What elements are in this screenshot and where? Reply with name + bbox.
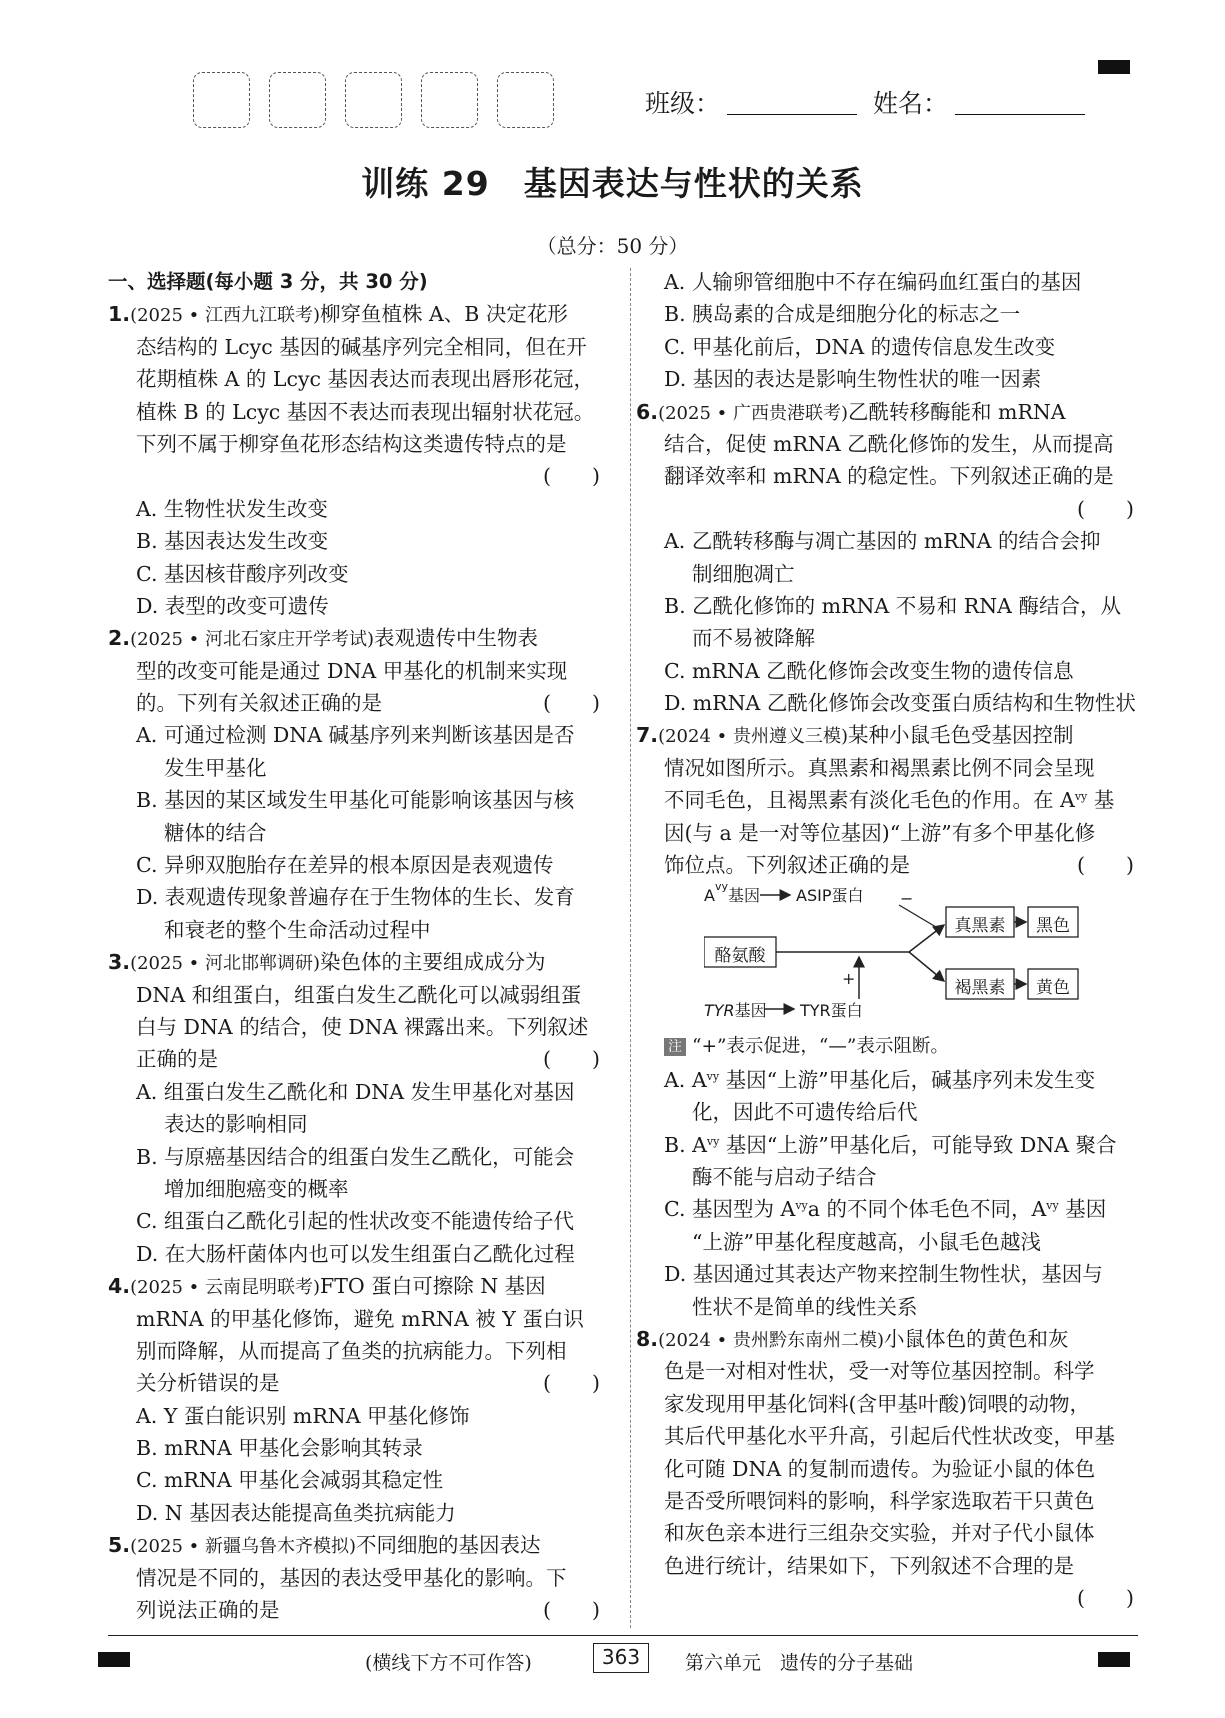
tyr-gene-label bbox=[704, 998, 767, 1021]
question-1-source: (2025 • 江西九江联考) bbox=[130, 305, 320, 327]
diagram-note bbox=[664, 1031, 1138, 1063]
question-5-stem: 不同细胞的基因表达 bbox=[355, 1533, 541, 1558]
question-1-answer-blank[interactable]: ( ) bbox=[543, 464, 600, 489]
question-7-option-a[interactable]: A. $A^{vy}$ 基因“上游”甲基化后，碱基序列未发生变 bbox=[664, 1067, 1096, 1092]
question-4-source: (2025 • 云南昆明联考) bbox=[130, 1277, 320, 1299]
avy-gene-label: $A^{vy}$基因 bbox=[704, 880, 760, 906]
name-label: 姓名： bbox=[873, 89, 949, 118]
question-5-number: 5. bbox=[108, 1533, 131, 1558]
id-box-3[interactable] bbox=[345, 72, 402, 128]
question-8-line-8: 色进行统计，结果如下，下列叙述不合理的是 bbox=[664, 1553, 1074, 1578]
question-1-answer-row bbox=[108, 460, 604, 492]
question-5-option-c[interactable]: C. 甲基化前后，DNA 的遗传信息发生改变 bbox=[664, 334, 1056, 359]
question-5-source: (2025 • 新疆乌鲁木齐模拟) bbox=[130, 1536, 356, 1558]
question-8-number: 8. bbox=[636, 1326, 659, 1351]
question-3-line-2: DNA 和组蛋白，组蛋白发生乙酰化可以减弱组蛋 bbox=[136, 982, 582, 1007]
question-7-source: (2024 • 贵州遵义三模) bbox=[658, 726, 848, 748]
question-4-option-c[interactable]: C. mRNA 甲基化会减弱其稳定性 bbox=[136, 1468, 444, 1493]
question-3-answer-blank[interactable]: ( ) bbox=[543, 1047, 600, 1072]
question-7-option-c[interactable]: C. 基因型为 $A^{vy}a$ 的不同个体毛色不同，$A^{vy}$ 基因 bbox=[664, 1197, 1107, 1222]
question-5-line-1 bbox=[108, 1529, 604, 1561]
question-5-option-a[interactable]: A. 人输卵管细胞中不存在编码血红蛋白的基因 bbox=[664, 270, 1082, 294]
question-3-source: (2025 • 河北邯郸调研) bbox=[130, 953, 320, 975]
q7a-sup: vy bbox=[706, 1069, 720, 1083]
question-3-line-3: 白与 DNA 的结合，使 DNA 裸露出来。下列叙述 bbox=[136, 1014, 589, 1039]
question-6-option-b[interactable]: B. 乙酰化修饰的 mRNA 不易和 RNA 酶结合，从 bbox=[664, 593, 1121, 618]
page-number: 363 bbox=[593, 1643, 649, 1673]
question-7-option-d-cont: 性状不是简单的线性关系 bbox=[692, 1294, 918, 1319]
section-title: 一、选择题(每小题 3 分，共 30 分) bbox=[108, 270, 428, 293]
tyr-gene-italic: TYR bbox=[704, 1001, 735, 1021]
question-7-number: 7. bbox=[636, 723, 659, 748]
question-2-option-b[interactable]: B. 基因的某区域发生甲基化可能影响该基因与核 bbox=[136, 788, 575, 813]
question-4-stem-end: 关分析错误的是 bbox=[136, 1371, 280, 1396]
question-1-line-2: 态结构的 Lcyc 基因的碱基序列完全相同，但在开 bbox=[136, 334, 587, 359]
question-4-answer-blank[interactable]: ( ) bbox=[543, 1371, 600, 1396]
corner-mark-bottom-right bbox=[1098, 1652, 1130, 1667]
tyr-plus-sign: + bbox=[842, 969, 856, 989]
question-7-option-b[interactable]: B. $A^{vy}$ 基因“上游”甲基化后，可能导致 DNA 聚合 bbox=[664, 1132, 1117, 1157]
question-2-stem: 表观遗传中生物表 bbox=[373, 626, 538, 651]
question-6-option-b-cont: 而不易被降解 bbox=[692, 626, 815, 651]
question-7-stem-3-end: 基 bbox=[1087, 788, 1115, 813]
question-2-line-1 bbox=[108, 622, 604, 654]
inhibit-line-asip bbox=[899, 905, 936, 927]
q7c-sup-2: vy bbox=[1046, 1199, 1059, 1213]
column-divider bbox=[630, 268, 631, 1628]
question-6-option-c[interactable]: C. mRNA 乙酰化修饰会改变生物的遗传信息 bbox=[664, 658, 1074, 683]
question-1-option-b[interactable]: B. 基因表达发生改变 bbox=[136, 529, 329, 554]
question-3-option-a-cont: 表达的影响相同 bbox=[164, 1112, 308, 1137]
question-1-option-d[interactable]: D. 表型的改变可遗传 bbox=[136, 593, 329, 618]
id-box-1[interactable] bbox=[193, 72, 250, 128]
question-8-answer-blank[interactable]: ( ) bbox=[1077, 1586, 1134, 1611]
question-6-answer-blank[interactable]: ( ) bbox=[1077, 496, 1134, 521]
question-4-option-b[interactable]: B. mRNA 甲基化会影响其转录 bbox=[136, 1436, 423, 1461]
question-4-line-1 bbox=[108, 1270, 604, 1302]
arrow-to-eumelanin bbox=[909, 925, 944, 952]
question-7-stem-end: 饰位点。下列叙述正确的是 bbox=[664, 853, 910, 878]
question-8-line-2: 色是一对相对性状，受一对等位基因控制。科学 bbox=[664, 1359, 1095, 1384]
question-7-line-3 bbox=[664, 784, 1138, 816]
yellow-label: 黄色 bbox=[1036, 978, 1070, 999]
question-8-answer-row bbox=[664, 1582, 1138, 1614]
question-3-option-c[interactable]: C. 组蛋白乙酰化引起的性状改变不能遗传给子代 bbox=[136, 1209, 574, 1234]
question-6-line-2: 结合，促使 mRNA 乙酰化修饰的发生，从而提高 bbox=[664, 431, 1114, 456]
q7c-sup: vy bbox=[795, 1199, 808, 1213]
q7b-sup: vy bbox=[706, 1134, 720, 1148]
question-7-line-1 bbox=[636, 719, 1138, 751]
question-8-source: (2024 • 贵州黔东南州二模) bbox=[658, 1329, 884, 1351]
question-2-number: 2. bbox=[108, 626, 131, 651]
question-4-stem: FTO 蛋白可擦除 N 基因 bbox=[319, 1274, 546, 1299]
question-1-number: 1. bbox=[108, 302, 131, 327]
question-6-stem: 乙酰转移酶能和 mRNA bbox=[847, 399, 1066, 424]
note-tag: 注 bbox=[664, 1038, 686, 1056]
question-7-option-c-cont: “上游”甲基化程度越高，小鼠毛色越浅 bbox=[692, 1229, 1041, 1254]
question-6-answer-row bbox=[664, 493, 1138, 525]
question-6-option-a-cont: 制细胞凋亡 bbox=[692, 561, 795, 586]
id-box-4[interactable] bbox=[421, 72, 478, 128]
question-7-option-b-cont: 酶不能与启动子结合 bbox=[692, 1164, 877, 1189]
question-4-line-4 bbox=[108, 1367, 604, 1399]
question-6-source: (2025 • 广西贵港联考) bbox=[658, 402, 848, 424]
question-7-option-d[interactable]: D. 基因通过其表达产物来控制生物性状，基因与 bbox=[664, 1262, 1103, 1287]
avy-gene-sup: vy bbox=[714, 880, 728, 894]
question-7-stem-sup: vy bbox=[1074, 790, 1088, 804]
question-5-stem-end: 列说法正确的是 bbox=[136, 1598, 280, 1623]
question-3-stem: 染色体的主要组成成分为 bbox=[319, 950, 546, 975]
question-1-stem: 柳穿鱼植株 A、B 决定花形 bbox=[319, 302, 568, 327]
question-1-line-1 bbox=[108, 298, 604, 330]
corner-mark-bottom-left bbox=[98, 1652, 130, 1667]
question-7-line-5 bbox=[664, 849, 1138, 881]
question-4-line-3: 别而降解，从而提高了鱼类的抗病能力。下列相 bbox=[136, 1338, 567, 1363]
question-2-option-a[interactable]: A. 可通过检测 DNA 碱基序列来判断该基因是否 bbox=[136, 723, 575, 748]
question-3-line-4 bbox=[108, 1043, 604, 1075]
question-7-option-a-cont: 化，因此不可遗传给后代 bbox=[692, 1100, 918, 1125]
id-box-2[interactable] bbox=[269, 72, 326, 128]
question-7-line-4: 因(与 a 是一对等位基因)“上游”有多个甲基化修 bbox=[664, 820, 1096, 845]
name-field[interactable] bbox=[955, 114, 1085, 115]
question-3-number: 3. bbox=[108, 950, 131, 975]
id-box-5[interactable] bbox=[497, 72, 554, 128]
question-5-line-3 bbox=[108, 1594, 604, 1626]
question-6-option-a[interactable]: A. 乙酰转移酶与凋亡基因的 mRNA 的结合会抑 bbox=[664, 529, 1101, 554]
question-3-line-1 bbox=[108, 946, 604, 978]
question-7-line-2: 情况如图所示。真黑素和褐黑素比例不同会呈现 bbox=[664, 755, 1095, 780]
question-1-option-a[interactable]: A. 生物性状发生改变 bbox=[136, 496, 328, 521]
question-5-option-b[interactable]: B. 胰岛素的合成是细胞分化的标志之一 bbox=[664, 302, 1021, 327]
class-field[interactable] bbox=[727, 114, 857, 115]
question-8-line-4: 其后代甲基化水平升高，引起后代性状改变，甲基 bbox=[664, 1424, 1115, 1449]
note-text: “+”表示促进，“—”表示阻断。 bbox=[692, 1036, 949, 1058]
pheomelanin-label: 褐黑素 bbox=[954, 978, 1006, 999]
question-1-line-4: 植株 B 的 Lcyc 基因不表达而表现出辐射状花冠。 bbox=[136, 399, 595, 424]
black-label: 黑色 bbox=[1036, 916, 1070, 937]
question-3-option-b[interactable]: B. 与原癌基因结合的组蛋白发生乙酰化，可能会 bbox=[136, 1144, 575, 1169]
question-4-line-2: mRNA 的甲基化修饰，避免 mRNA 被 Y 蛋白识 bbox=[136, 1306, 584, 1331]
question-8-line-3: 家发现用甲基化饲料(含甲基叶酸)饲喂的动物， bbox=[664, 1391, 1090, 1416]
question-2-stem-end: 的。下列有关叙述正确的是 bbox=[136, 691, 382, 716]
asip-minus-sign: − bbox=[900, 889, 914, 909]
question-2-option-b-cont: 糖体的结合 bbox=[164, 820, 267, 845]
question-6-line-3: 翻译效率和 mRNA 的稳定性。下列叙述正确的是 bbox=[664, 464, 1114, 489]
question-1-line-3: 花期植株 A 的 Lcyc 基因表达而表现出唇形花冠， bbox=[136, 367, 595, 392]
question-8-line-6: 是否受所喂饲料的影响，科学家选取若干只黄色 bbox=[664, 1488, 1095, 1513]
question-2-line-2: 型的改变可能是通过 DNA 甲基化的机制来实现 bbox=[136, 658, 568, 683]
question-5-answer-blank[interactable]: ( ) bbox=[543, 1598, 600, 1623]
question-1-line-5: 下列不属于柳穿鱼花形态结构这类遗传特点的是 bbox=[136, 431, 567, 456]
question-4-number: 4. bbox=[108, 1274, 131, 1299]
question-7-stem: 某种小鼠毛色受基因控制 bbox=[847, 723, 1074, 748]
question-2-option-d[interactable]: D. 表观遗传现象普遍存在于生物体的生长、发育 bbox=[136, 885, 575, 910]
tyrosine-label: 酪氨酸 bbox=[714, 946, 766, 967]
question-6-number: 6. bbox=[636, 399, 659, 424]
question-8-line-5: 化可随 DNA 的复制而遗传。为验证小鼠的体色 bbox=[664, 1456, 1096, 1481]
left-column bbox=[108, 266, 604, 1626]
question-3-option-b-cont: 增加细胞癌变的概率 bbox=[164, 1176, 349, 1201]
question-2-source: (2025 • 河北石家庄开学考试) bbox=[130, 629, 374, 651]
footer-note: (横线下方不可作答) bbox=[365, 1652, 532, 1674]
arrow-to-pheomelanin bbox=[909, 952, 944, 981]
tyr-protein-label: TYR蛋白 bbox=[800, 1001, 863, 1021]
question-1-option-c[interactable]: C. 基因核苷酸序列改变 bbox=[136, 561, 349, 586]
question-4-option-a[interactable]: A. Y 蛋白能识别 mRNA 甲基化修饰 bbox=[136, 1403, 470, 1428]
corner-mark-top-right bbox=[1098, 60, 1130, 74]
question-5-line-2: 情况是不同的，基因的表达受甲基化的影响。下 bbox=[136, 1565, 567, 1590]
asip-protein-label: ASIP蛋白 bbox=[796, 886, 864, 906]
question-2-answer-blank[interactable]: ( ) bbox=[543, 691, 600, 716]
tyr-gene-word: 基因 bbox=[734, 1001, 767, 1021]
question-2-option-d-cont: 和衰老的整个生命活动过程中 bbox=[164, 917, 431, 942]
question-8-stem: 小鼠体色的黄色和灰 bbox=[883, 1326, 1069, 1351]
question-7-stem-3: 不同毛色，且褐黑素有淡化毛色的作用。在 A bbox=[664, 788, 1075, 813]
question-7-answer-blank[interactable]: ( ) bbox=[1077, 853, 1134, 878]
avy-gene-word: 基因 bbox=[727, 886, 760, 906]
question-3-stem-end: 正确的是 bbox=[136, 1047, 218, 1072]
right-column bbox=[636, 266, 1138, 1614]
footer-unit: 第六单元 遗传的分子基础 bbox=[685, 1652, 914, 1674]
page-title: 训练 29 基因表达与性状的关系 bbox=[361, 164, 864, 203]
class-label: 班级： bbox=[645, 89, 721, 118]
gene-pathway-diagram bbox=[704, 881, 1138, 1031]
question-5-option-d[interactable]: D. 基因的表达是影响生物性状的唯一因素 bbox=[664, 367, 1042, 392]
question-4-option-d[interactable]: D. N 基因表达能提高鱼类抗病能力 bbox=[136, 1500, 456, 1525]
question-3-option-d[interactable]: D. 在大肠杆菌体内也可以发生组蛋白乙酰化过程 bbox=[136, 1241, 575, 1266]
question-8-line-7: 和灰色亲本进行三组杂交实验，并对子代小鼠体 bbox=[664, 1521, 1095, 1546]
total-score: （总分：50 分） bbox=[536, 234, 689, 258]
question-6-option-d[interactable]: D. mRNA 乙酰化修饰会改变蛋白质结构和生物性状 bbox=[664, 691, 1136, 716]
question-8-line-1 bbox=[636, 1323, 1138, 1355]
question-2-line-3 bbox=[108, 687, 604, 719]
bottom-rule bbox=[108, 1635, 1138, 1636]
question-3-option-a[interactable]: A. 组蛋白发生乙酰化和 DNA 发生甲基化对基因 bbox=[136, 1079, 575, 1104]
question-2-option-a-cont: 发生甲基化 bbox=[164, 755, 267, 780]
question-6-line-1 bbox=[636, 396, 1138, 428]
question-2-option-c[interactable]: C. 异卵双胞胎存在差异的根本原因是表观遗传 bbox=[136, 853, 554, 878]
eumelanin-label: 真黑素 bbox=[954, 916, 1006, 937]
